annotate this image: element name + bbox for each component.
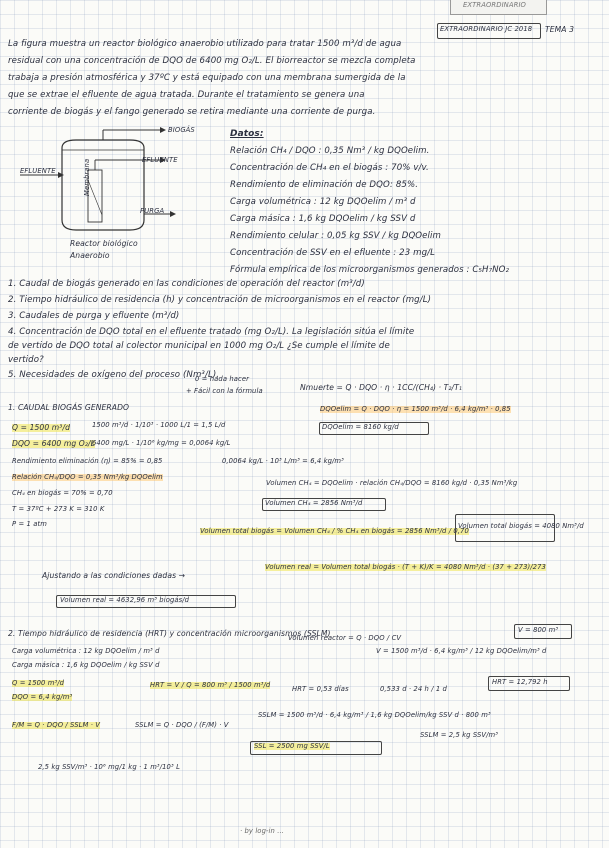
ajustando: Ajustando a las condiciones dadas → bbox=[42, 571, 186, 580]
question-item: 1. Caudal de biogás generado en las condiciones de operación del reactor (m³/d) bbox=[8, 279, 365, 289]
rendimiento: Rendimiento eliminación (η) = 85% = 0,85 bbox=[12, 457, 163, 465]
vol-total-eq: Volumen total biogás = Volumen CH₄ / % CH₄ en biogás = 2856 Nm³/d / 0,70 bbox=[200, 527, 469, 535]
vol-total-result: Volumen total biogás = 4080 Nm³/d bbox=[458, 522, 584, 530]
conversion-2: 6400 mg/L · 1/10⁶ kg/mg = 0,0064 kg/L bbox=[92, 439, 231, 447]
footer-scribble: · by log-in ... bbox=[240, 827, 284, 835]
conversion-3: 0,0064 kg/L · 10³ L/m³ = 6,4 kg/m³ bbox=[222, 457, 344, 465]
exam-tag: EXTRAORDINARIO JC 2018 bbox=[440, 25, 533, 33]
conversion-1: 1500 m³/d · 1/10³ · 1000 L/1 = 1,5 L/d bbox=[92, 421, 226, 429]
vol-reactor-eq: Volumen reactor = Q · DQO / CV bbox=[288, 634, 402, 642]
dqo-elim-eq: DQOelim = Q · DQO · η = 1500 m³/d · 6,4 kg/m³ · 0,85 bbox=[320, 405, 511, 413]
temperature: T = 37ºC + 273 K = 310 K bbox=[12, 505, 105, 513]
carga-masica: Carga másica : 1,6 kg DQOelim / kg SSV d bbox=[12, 661, 160, 669]
statement-line: La figura muestra un reactor biológico anaerobio utilizado para tratar 1500 m³/d de agua bbox=[8, 39, 402, 49]
pressure: P = 1 atm bbox=[12, 520, 47, 528]
diagram-biogas-label: BIOGÁS bbox=[168, 126, 195, 134]
dqo-elim-result: DQOelim = 8160 kg/d bbox=[322, 423, 399, 431]
vol-real-eq: Volumen real = Volumen total biogás · (T + K)/K = 4080 Nm³/d · (37 + 273)/273 bbox=[265, 563, 546, 571]
question-item: de vertido de DQO total al colector municipal en 1000 mg O₂/L ¿Se cumple el límite de bbox=[8, 341, 390, 351]
diagram-caption-2: Anaerobio bbox=[70, 251, 110, 260]
hrt-conv: 0,533 d · 24 h / 1 d bbox=[380, 685, 447, 693]
question-item: vertido? bbox=[8, 355, 44, 365]
hrt-val: HRT = 0,53 días bbox=[292, 685, 349, 693]
diagram-efluente-in-label: EFLUENTE bbox=[20, 167, 56, 175]
datos-item: Carga másica : 1,6 kg DQOelim / kg SSV d bbox=[230, 214, 416, 224]
fm-eq: F/M = Q · DQO / SSLM · V bbox=[12, 721, 101, 729]
given-dqo: DQO = 6400 mg O₂/L bbox=[12, 439, 95, 448]
question-item: 4. Concentración de DQO total en el efluente tratado (mg O₂/L). La legislación sitúa el límite bbox=[8, 327, 415, 337]
datos-item: Rendimiento de eliminación de DQO: 85%. bbox=[230, 180, 419, 190]
statement-line: corriente de biogás y el fango generado se retira mediante una corriente de purga. bbox=[8, 107, 376, 117]
top-tab bbox=[450, 0, 547, 15]
given-dqo2: DQO = 6,4 kg/m³ bbox=[12, 693, 73, 701]
diagram-caption-1: Reactor biológico bbox=[70, 239, 138, 248]
sslm-result: SSL = 2500 mg SSV/L bbox=[254, 742, 330, 750]
vol-reactor-result: V = 800 m³ bbox=[518, 626, 559, 634]
datos-item: Fórmula empírica de los microorganismos generados : C₅H₇NO₂ bbox=[230, 265, 510, 275]
question-item: 3. Caudales de purga y efluente (m³/d) bbox=[8, 311, 180, 321]
datos-item: Carga volumétrica : 12 kg DQOelim / m³ d bbox=[230, 197, 416, 207]
hrt-result: HRT = 12,792 h bbox=[492, 678, 548, 686]
question-item: 2. Tiempo hidráulico de residencia (h) y concentración de microorganismos en el reactor (mg/L) bbox=[8, 295, 432, 305]
sslm-calc: SSLM = 1500 m³/d · 6,4 kg/m³ / 1,6 kg DQOelim/kg SSV d · 800 m³ bbox=[258, 711, 491, 719]
question-item: 5. Necesidades de oxígeno del proceso (Nm³/L). bbox=[8, 370, 220, 380]
statement-line: residual con una concentración de DQO de 6400 mg O₂/L. El biorreactor se mezcla completa bbox=[8, 56, 416, 66]
solution1-heading: 1. CAUDAL BIOGÁS GENERADO bbox=[8, 403, 130, 412]
top-tab-label: EXTRAORDINARIO bbox=[463, 1, 526, 9]
statement-line: que se extrae el efluente de agua tratada. Durante el tratamiento se genera una bbox=[8, 90, 365, 100]
formula-note-1: 0 = nada hacer bbox=[195, 375, 250, 383]
formula-note-2: + Fácil con la fórmula bbox=[186, 387, 263, 395]
sslm-val: SSLM = 2,5 kg SSV/m³ bbox=[420, 731, 499, 739]
ch4-biogas: CH₄ en biogás = 70% = 0,70 bbox=[12, 489, 113, 497]
diagram-efluente-out-label: EFLUENTE bbox=[142, 156, 178, 164]
given-q2: Q = 1500 m³/d bbox=[12, 679, 65, 687]
datos-title: Datos: bbox=[230, 129, 264, 139]
relacion: Relación CH₄/DQO = 0,35 Nm³/kg DQOelim bbox=[12, 473, 163, 481]
diagram-purga-label: PURGA bbox=[140, 207, 165, 215]
biogas-formula: Nmuerte = Q · DQO · η · 1CC/(CH₄) · T₂/T₁ bbox=[300, 383, 463, 392]
carga-volumetrica: Carga volumétrica : 12 kg DQOelim / m³ d bbox=[12, 647, 160, 655]
vol-real-result: Volumen real = 4632,96 m³ biogás/d bbox=[60, 596, 190, 604]
datos-item: Concentración de CH₄ en el biogás : 70% v/v. bbox=[230, 163, 429, 173]
vol-reactor-calc: V = 1500 m³/d · 6,4 kg/m³ / 12 kg DQOelim/m³ d bbox=[376, 647, 547, 655]
given-q: Q = 1500 m³/d bbox=[12, 423, 71, 432]
vol-ch4-result: Volumen CH₄ = 2856 Nm³/d bbox=[265, 499, 363, 507]
datos-item: Concentración de SSV en el efluente : 23 mg/L bbox=[230, 248, 436, 258]
datos-item: Relación CH₄ / DQO : 0,35 Nm³ / kg DQOelim. bbox=[230, 146, 430, 156]
vol-ch4-eq: Volumen CH₄ = DQOelim · relación CH₄/DQO = 8160 kg/d · 0,35 Nm³/kg bbox=[266, 479, 518, 487]
topic-label: TEMA 3 bbox=[545, 25, 575, 34]
statement-line: trabaja a presión atmosférica y 37ºC y está equipado con una membrana sumergida de la bbox=[8, 73, 406, 83]
datos-item: Rendimiento celular : 0,05 kg SSV / kg DQOelim bbox=[230, 231, 442, 241]
hrt-eq: HRT = V / Q = 800 m³ / 1500 m³/d bbox=[150, 681, 271, 689]
sslm-eq: SSLM = Q · DQO / (F/M) · V bbox=[135, 721, 229, 729]
solution2-heading: 2. Tiempo hidráulico de residencia (HRT) y concentración microorganismos (SSLM) bbox=[8, 629, 331, 638]
sslm-conversion: 2,5 kg SSV/m³ · 10⁶ mg/1 kg · 1 m³/10³ L bbox=[38, 763, 180, 771]
diagram-membrane-label: Membrana bbox=[83, 158, 91, 196]
